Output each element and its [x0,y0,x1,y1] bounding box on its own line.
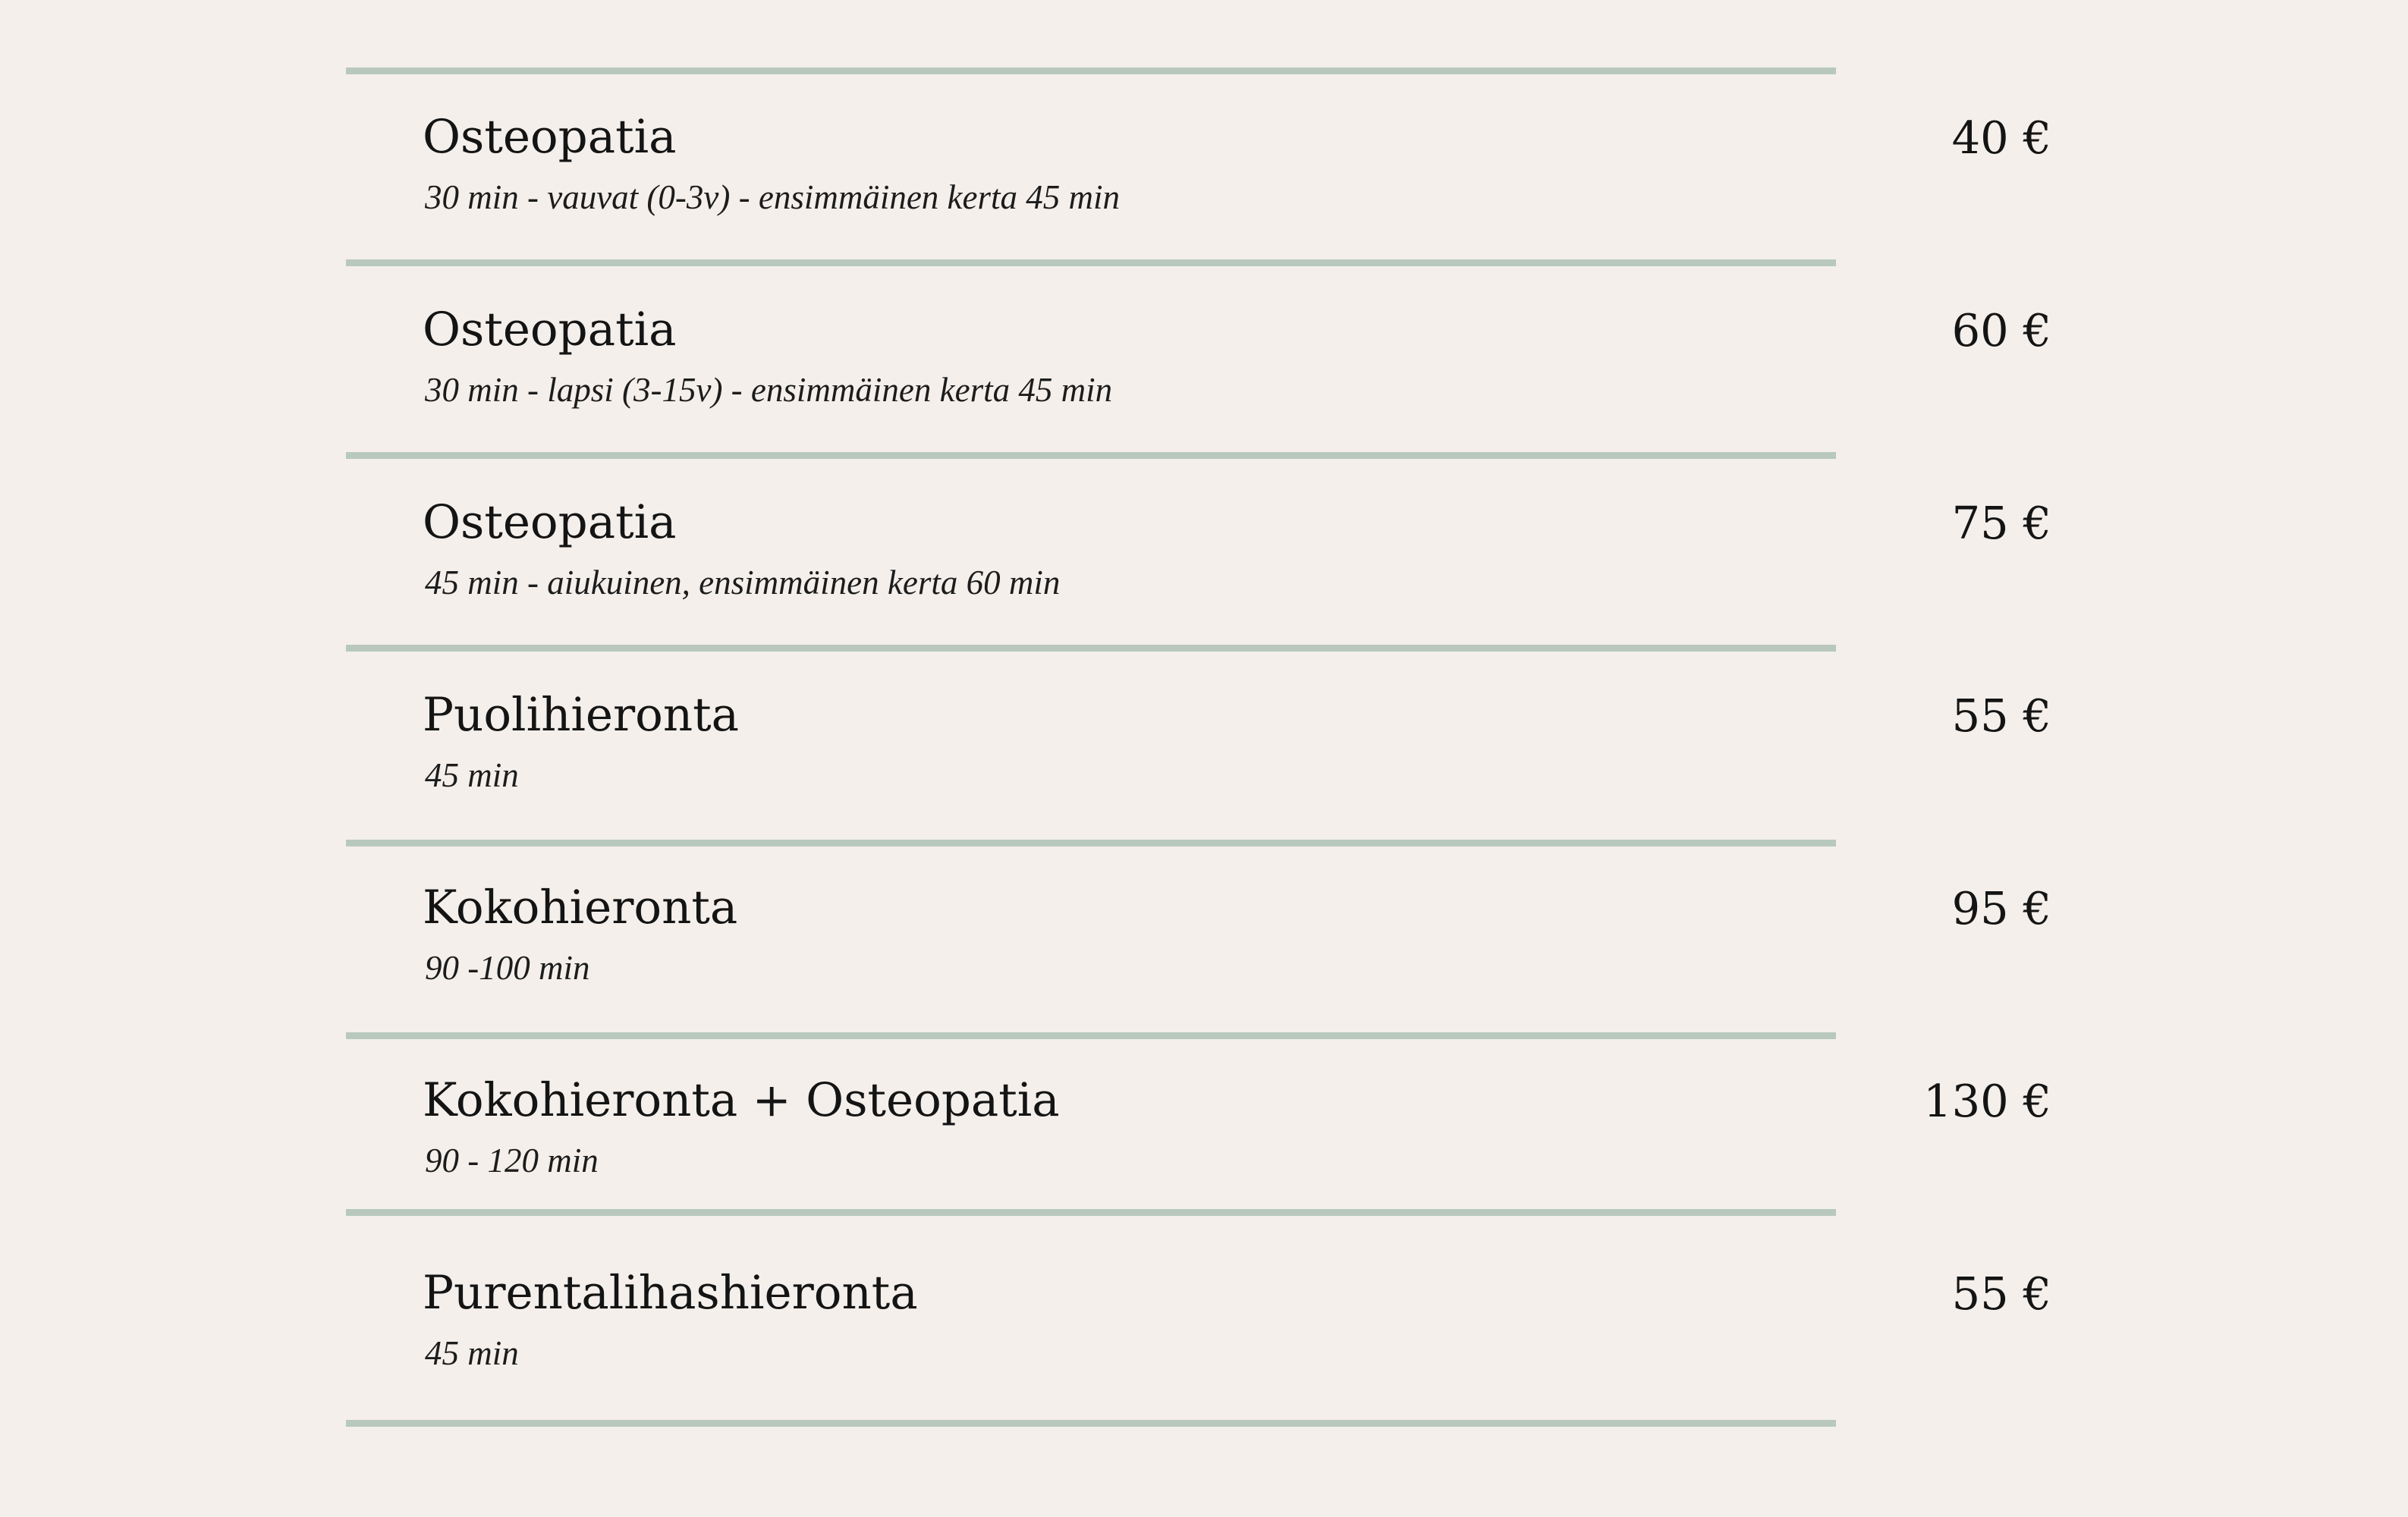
service-price: 55 € [1951,689,2051,742]
service-name: Kokohieronta + Osteopatia [423,1073,1060,1127]
list-item [0,1073,2408,1267]
service-description: 90 -100 min [425,949,590,987]
list-item [0,303,2408,496]
list-item [0,495,2408,689]
divider [346,645,1836,652]
service-name: Osteopatia [423,110,677,164]
divider [346,1420,1836,1427]
service-description: 45 min - aiukuinen, ensimmäinen kerta 60 min [425,564,1061,601]
service-name: Purentalihashieronta [423,1266,918,1320]
service-name: Osteopatia [423,495,677,549]
service-price: 95 € [1951,882,2051,934]
service-name: Puolihieronta [423,688,740,742]
service-price: 75 € [1951,497,2051,549]
service-price: 130 € [1923,1075,2051,1127]
service-description: 45 min [425,756,519,794]
service-name: Osteopatia [423,303,677,356]
service-price: 60 € [1951,304,2051,356]
divider [346,1032,1836,1039]
service-price: 55 € [1951,1267,2051,1320]
divider [346,259,1836,266]
service-description: 30 min - vauvat (0-3v) - ensimmäinen kerta 45 min [425,178,1121,216]
list-item [0,688,2408,881]
divider [346,452,1836,459]
list-item [0,110,2408,303]
service-name: Kokohieronta [423,881,738,934]
service-description: 30 min - lapsi (3-15v) - ensimmäinen kerta 45 min [425,371,1113,409]
service-description: 45 min [425,1334,519,1372]
list-item [0,1266,2408,1459]
divider [346,68,1836,74]
service-price: 40 € [1951,111,2051,164]
divider [346,1209,1836,1216]
divider [346,840,1836,846]
service-description: 90 - 120 min [425,1142,599,1179]
list-item [0,881,2408,1074]
